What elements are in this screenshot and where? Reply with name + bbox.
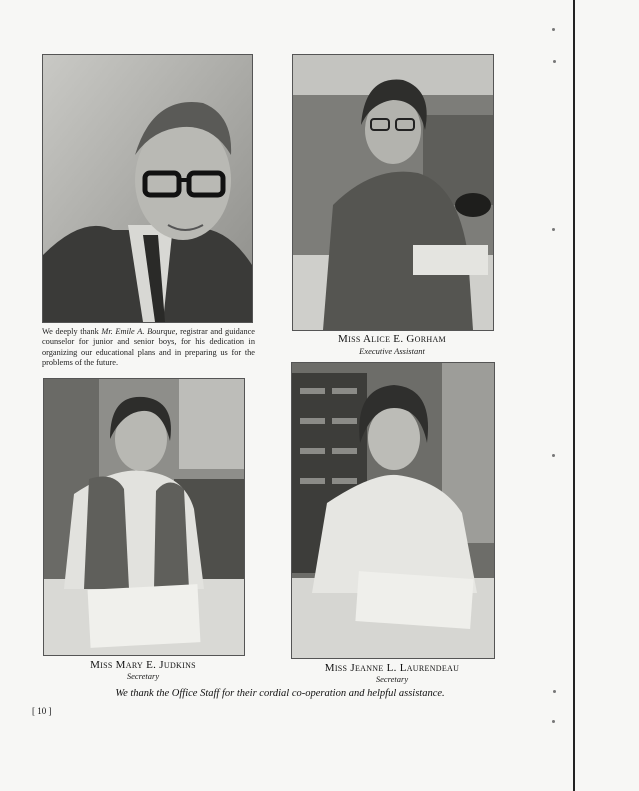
gorham-name: Miss Alice E. Gorham	[338, 333, 446, 345]
laurendeau-role: Secretary	[375, 674, 409, 684]
caption-name: Mr. Emile A. Bourque	[101, 327, 176, 336]
judkins-name: Miss Mary E. Judkins	[90, 659, 196, 671]
caption-text-before: We deeply thank	[42, 327, 102, 336]
page-number: [ 10 ]	[32, 706, 52, 716]
photo-gorham	[292, 54, 494, 331]
caption-text-after: , registrar and guidance counselor for junior and senior boys, for his dedication in organizing our educational plans and in preparing us for the problems of the future.	[42, 327, 255, 368]
scan-speck	[552, 454, 555, 457]
laurendeau-name: Miss Jeanne L. Laurendeau	[324, 662, 460, 674]
scan-speck	[553, 60, 556, 63]
photo-bourque	[42, 54, 253, 323]
judkins-role: Secretary	[126, 671, 160, 681]
gorham-role: Executive Assistant	[359, 346, 425, 356]
office-staff-thanks: We thank the Office Staff for their cordial co-operation and helpful assistance.	[115, 688, 445, 699]
photo-judkins	[43, 378, 245, 656]
scan-speck	[552, 228, 555, 231]
photo-laurendeau	[291, 362, 495, 659]
page-edge-line	[573, 0, 575, 791]
scan-speck	[552, 28, 555, 31]
scan-speck	[553, 690, 556, 693]
bourque-caption	[42, 327, 255, 369]
scan-speck	[552, 720, 555, 723]
